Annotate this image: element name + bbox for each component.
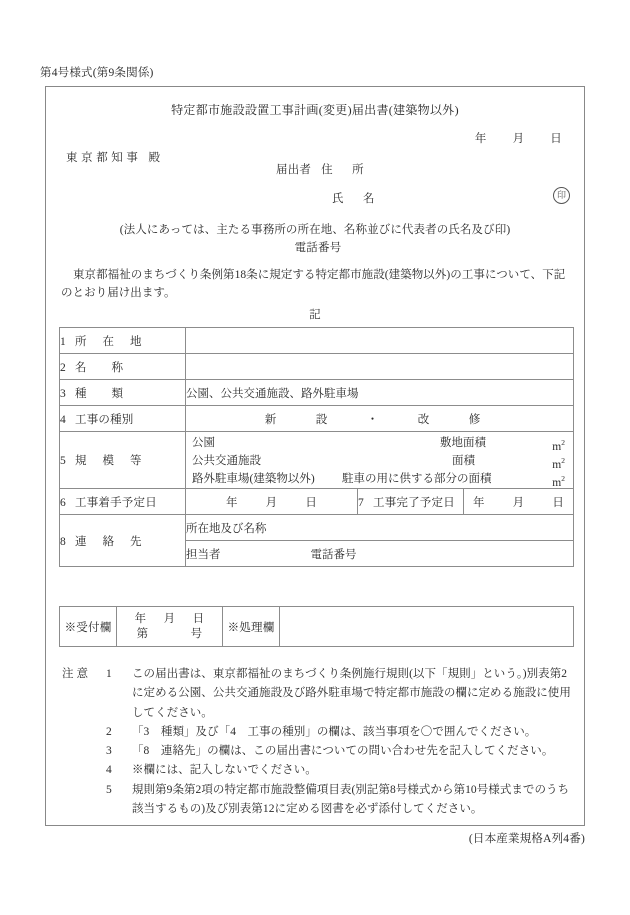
table-row-location — [60, 328, 574, 354]
notes-section — [62, 665, 573, 819]
note-number: 5 — [106, 783, 112, 796]
contact-person-label: 担当者 — [186, 548, 221, 561]
date-year-label: 年 — [474, 133, 487, 145]
note-text: 規則第9条第2項の特定都市施設整備項目表(別記第8号様式から第10号様式までのうち該当するもの)及び別表第12に定める図書を必ず添付してください。 — [132, 783, 570, 816]
table-row-name — [60, 354, 574, 380]
submission-date-line — [475, 130, 562, 146]
row-label-name — [60, 354, 186, 380]
submitter-name-label: 氏 名 — [332, 193, 379, 205]
reception-date-line — [117, 612, 222, 627]
receipt-table — [59, 606, 574, 647]
start-date-value[interactable] — [186, 489, 358, 515]
form-number: 第4号様式(第9条関係) — [40, 67, 154, 79]
row-number: 6 — [60, 496, 66, 509]
row-label-text: 所在地 — [75, 335, 158, 348]
row-number: 4 — [60, 413, 66, 426]
note-number: 4 — [106, 764, 112, 777]
start-day-label: 日 — [305, 496, 318, 509]
table-row-work-kind — [60, 406, 574, 432]
contact-person-row[interactable] — [186, 541, 574, 567]
row-value-location[interactable] — [186, 328, 574, 354]
reception-day-label: 日 — [192, 612, 205, 625]
document-title: 特定都市施設設置工事計画(変更)届出書(建築物以外) — [171, 103, 459, 117]
date-day-label: 日 — [550, 133, 562, 145]
end-date-value[interactable] — [464, 489, 574, 515]
row-label-type — [60, 380, 186, 406]
table-row-schedule — [60, 489, 574, 515]
note-number: 2 — [106, 725, 112, 738]
work-kind-options[interactable]: 新 設 ・ 改 修 — [186, 406, 574, 432]
note-number: 3 — [106, 745, 112, 758]
row-value-name[interactable] — [186, 354, 574, 380]
note-text: 「8 連絡先」の欄は、この届出書についての問い合わせ先を記入してください。 — [132, 745, 554, 758]
scale-metric: 駐車の用に供する部分の面積 — [342, 473, 492, 485]
row-label-scale — [60, 432, 186, 489]
start-month-label: 月 — [265, 496, 278, 509]
note-text: ※欄には、記入しないでください。 — [132, 764, 317, 777]
receipt-row — [60, 607, 574, 647]
end-day-label: 日 — [552, 496, 565, 509]
contact-address-name[interactable]: 所在地及び名称 — [186, 515, 574, 541]
addressee-line — [66, 149, 160, 165]
scale-unit: $m^2$ — [552, 474, 565, 489]
corporate-note: (法人にあっては、主たる事務所の所在地、名称並びに代表者の氏名及び印) — [119, 224, 511, 236]
contact-telephone-label: 電話番号 — [310, 548, 357, 561]
note-text: 「3 種類」及び「4 工事の種別」の欄は、該当事項を〇で囲んでください。 — [132, 725, 537, 738]
table-row-contact-address — [60, 515, 574, 541]
scale-metric: 面積 — [452, 455, 475, 467]
row-label-start-date — [60, 489, 186, 515]
start-year-label: 年 — [225, 496, 238, 509]
note-number: 1 — [106, 668, 112, 680]
row-number: 1 — [60, 335, 66, 348]
row-label-text: 工事の種別 — [75, 413, 134, 426]
note-item — [62, 723, 573, 742]
reception-number-suffix: 号 — [190, 627, 203, 640]
note-item — [62, 781, 573, 820]
notes-heading: 注意 — [62, 668, 91, 680]
end-year-label: 年 — [472, 496, 485, 509]
seal-icon: 印 — [553, 187, 570, 204]
reception-number-line — [117, 627, 222, 642]
scale-values-cell[interactable] — [186, 432, 574, 489]
row-number: 7 — [358, 496, 364, 509]
reception-label: ※受付欄 — [60, 607, 117, 647]
row-label-location — [60, 328, 186, 354]
telephone-label: 電話番号 — [294, 242, 342, 254]
row-label-text: 工事着手予定日 — [75, 496, 157, 509]
paper-size-note: (日本産業規格A列4番) — [468, 833, 585, 845]
reception-year-label: 年 — [134, 612, 147, 625]
row-number: 3 — [60, 387, 66, 400]
row-label-end-date — [358, 489, 464, 515]
scale-line-parking — [192, 470, 573, 488]
scale-unit: $m^2$ — [552, 438, 565, 453]
row-value-type[interactable]: 公園、公共交通施設、路外駐車場 — [186, 380, 574, 406]
note-item — [62, 665, 573, 723]
scale-line-park — [192, 434, 573, 452]
table-row-type — [60, 380, 574, 406]
ki-marker: 記 — [309, 309, 321, 321]
row-label-text: 連絡先 — [75, 535, 158, 548]
addressee-name: 東京都知事 — [66, 152, 142, 164]
row-label-text: 名称 — [75, 361, 148, 374]
scale-line-transit — [192, 452, 573, 470]
table-row-scale — [60, 432, 574, 489]
end-month-label: 月 — [512, 496, 525, 509]
reception-number-prefix: 第 — [136, 627, 149, 640]
row-label-text: 規模等 — [75, 455, 158, 467]
row-label-text: 工事完了予定日 — [373, 496, 455, 509]
row-label-work-kind — [60, 406, 186, 432]
row-label-contact — [60, 515, 186, 567]
date-month-label: 月 — [512, 133, 525, 145]
processing-value-cell[interactable] — [280, 607, 574, 647]
note-text: この届出書は、東京都福祉のまちづくり条例施行規則(以下「規則」という。)別表第2に定める公園、公共交通施設及び路外駐車場で特定都市施設の欄に定める施設に使用してください。 — [132, 668, 571, 719]
reception-date-fields[interactable] — [117, 607, 223, 647]
scale-metric: 敷地面積 — [440, 437, 486, 449]
submitter-address-label: 住 所 — [321, 164, 368, 176]
form-frame — [45, 86, 585, 826]
main-table — [59, 327, 574, 567]
submitter-prefix: 届出者 — [276, 164, 312, 176]
row-number: 5 — [60, 455, 66, 467]
scale-unit: $m^2$ — [552, 456, 565, 471]
addressee-honorific: 殿 — [148, 152, 161, 164]
lead-paragraph: 東京都福祉のまちづくり条例第18条に規定する特定都市施設(建築物以外)の工事について、下記のとおり届け出ます。 — [61, 269, 566, 299]
scale-facility: 公共交通施設 — [192, 455, 261, 467]
submitter-name-row — [276, 190, 566, 219]
row-number: 8 — [60, 535, 66, 548]
row-number: 2 — [60, 361, 66, 374]
submitter-address-row — [276, 161, 379, 190]
scale-facility: 路外駐車場(建築物以外) — [192, 473, 315, 485]
submitter-block — [276, 161, 566, 219]
scale-facility: 公園 — [192, 437, 215, 449]
note-item — [62, 742, 573, 761]
note-item — [62, 761, 573, 780]
reception-month-label: 月 — [163, 612, 176, 625]
processing-label: ※処理欄 — [223, 607, 280, 647]
row-label-text: 種類 — [75, 387, 148, 400]
